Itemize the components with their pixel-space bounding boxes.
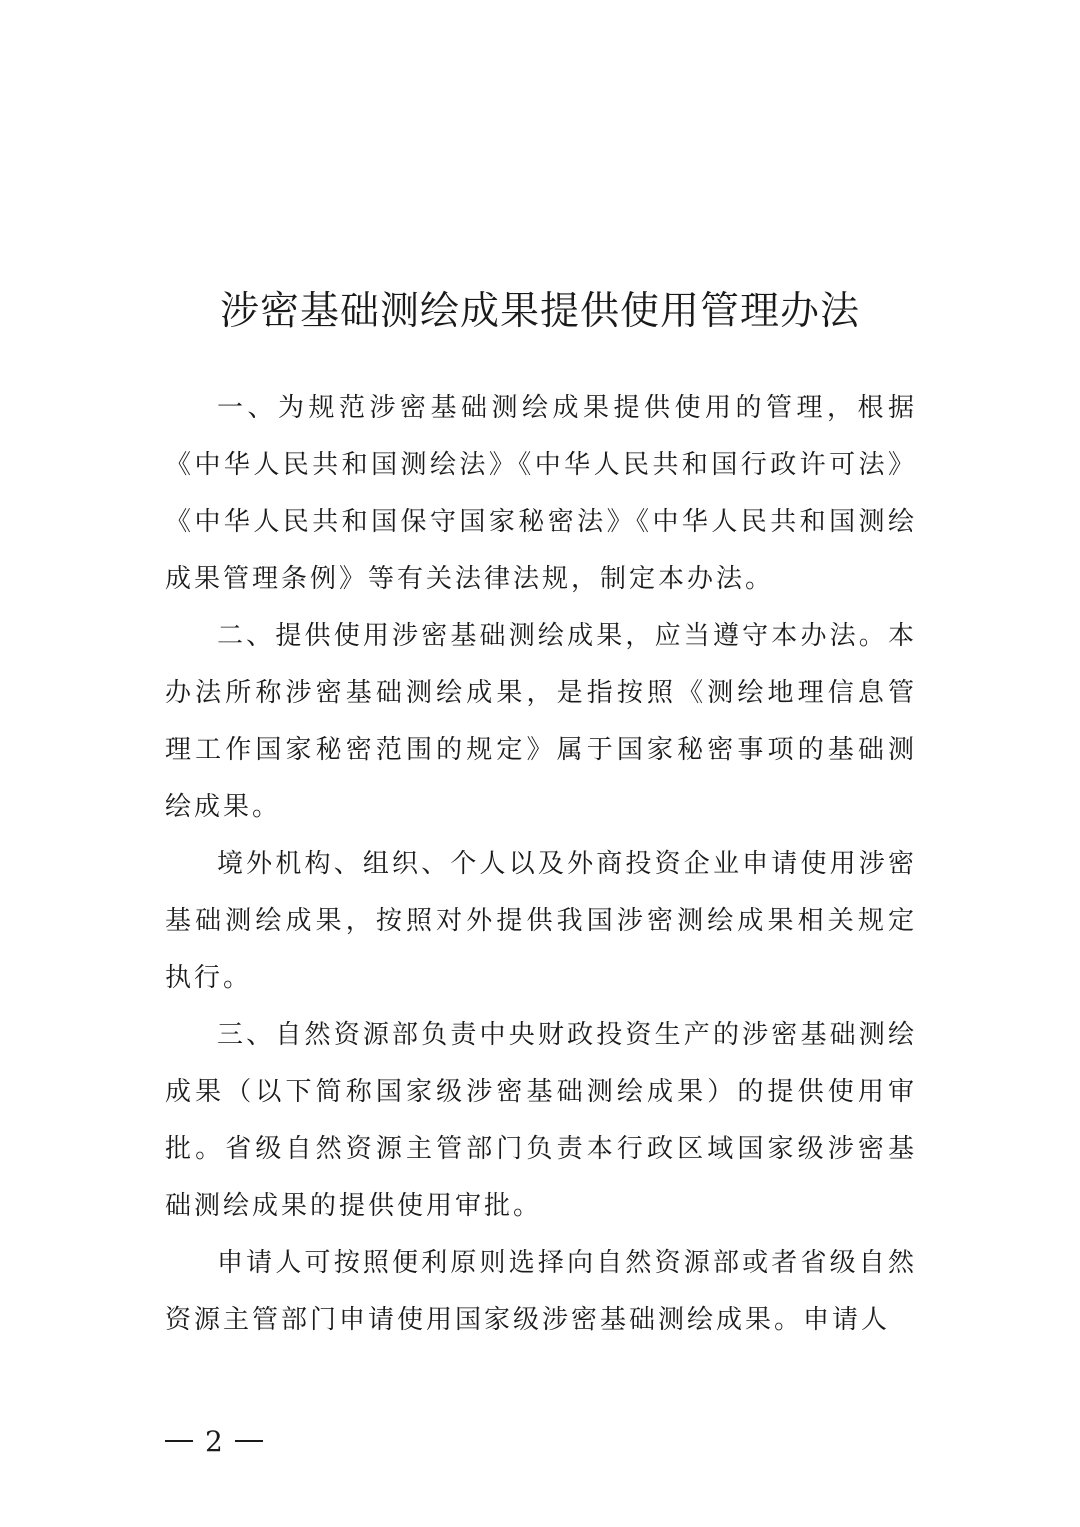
paragraph-article-3-applicant: 申请人可按照便利原则选择向自然资源部或者省级自然资源主管部门申请使用国家级涉密基础测绘成果。申请人 [165,1248,917,1335]
paragraph-article-2: 二、提供使用涉密基础测绘成果，应当遵守本办法。本办法所称涉密基础测绘成果，是指按照《测绘地理信息管理工作国家秘密范围的规定》属于国家秘密事项的基础测绘成果。 [165,621,917,822]
page-number [165,1411,263,1471]
page-number-left-dash [165,1440,193,1442]
page-number-right-dash [235,1440,263,1442]
paragraph-article-1: 一、为规范涉密基础测绘成果提供使用的管理，根据《中华人民共和国测绘法》《中华人民共和国行政许可法》《中华人民共和国保守国家秘密法》《中华人民共和国测绘成果管理条例》等有关法律法规，制定本办法。 [165,393,917,594]
paragraph-article-2-foreign: 境外机构、组织、个人以及外商投资企业申请使用涉密基础测绘成果，按照对外提供我国涉密测绘成果相关规定执行。 [165,849,917,993]
document-body [165,380,917,1349]
document-title: 涉密基础测绘成果提供使用管理办法 [219,289,860,334]
paragraph-article-3: 三、自然资源部负责中央财政投资生产的涉密基础测绘成果（以下简称国家级涉密基础测绘成果）的提供使用审批。省级自然资源主管部门负责本行政区域国家级涉密基础测绘成果的提供使用审批。 [165,1020,917,1221]
page-number-value: 2 [205,1424,223,1458]
